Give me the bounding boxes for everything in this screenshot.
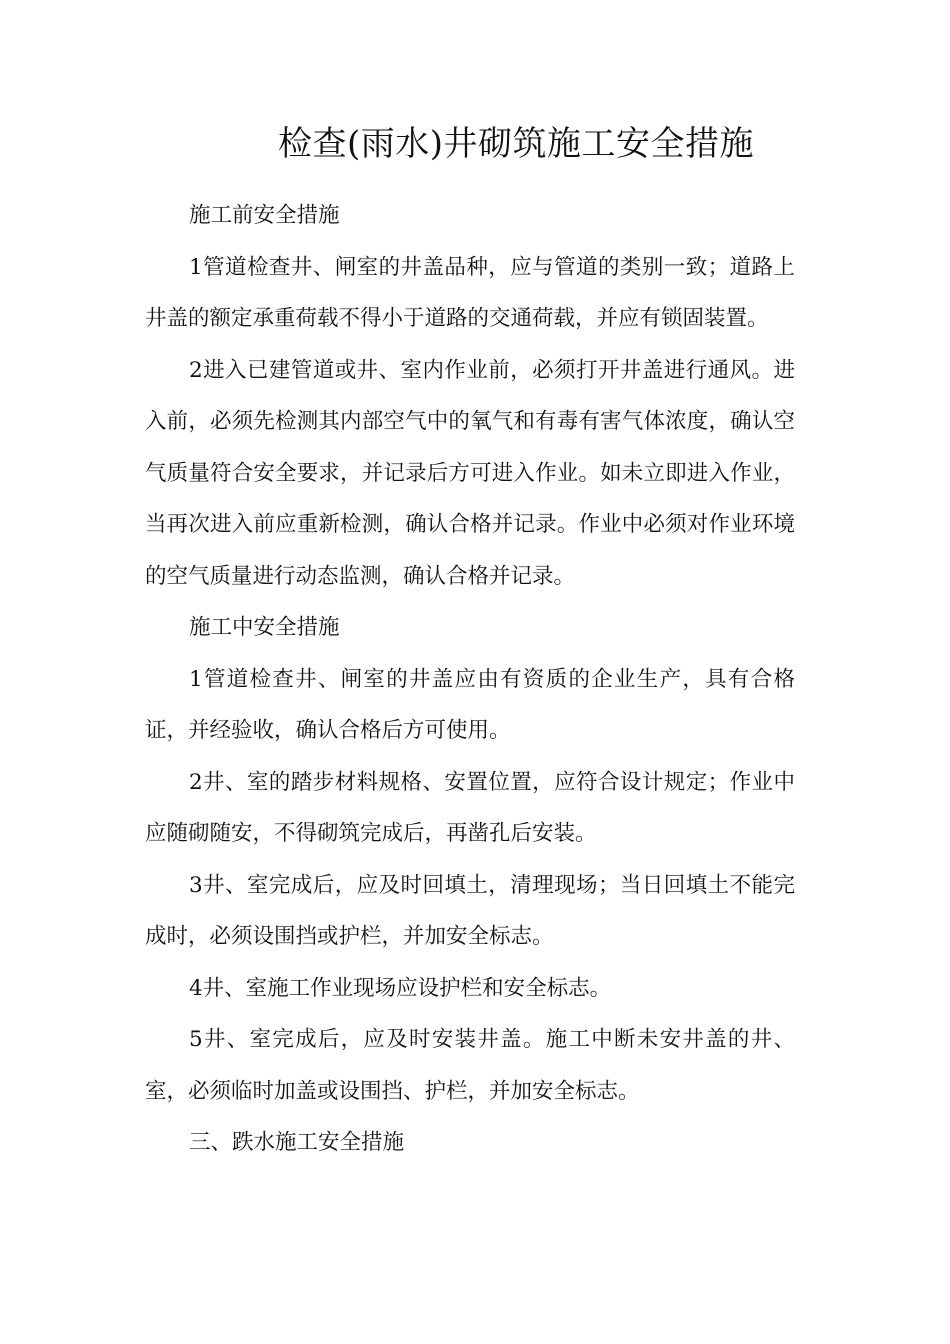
paragraph: 2进入已建管道或井、室内作业前，必须打开井盖进行通风。进入前，必须先检测其内部空气中的氧气和有毒有害气体浓度，确认空气质量符合安全要求，并记录后方可进入作业。如未立即进入作业，当再次进入前应重新检测，确认合格并记录。作业中必须对作业环境的空气质量进行动态监测，确认合格并记录。 <box>145 357 795 589</box>
paragraph: 4井、室施工作业现场应设护栏和安全标志。 <box>189 975 612 1001</box>
section-heading: 施工前安全措施 <box>189 203 340 228</box>
paragraph: 1管道检查井、闸室的井盖品种，应与管道的类别一致；道路上井盖的额定承重荷载不得小于道路的交通荷载，并应有锁固装置。 <box>145 254 795 331</box>
section-heading: 施工中安全措施 <box>189 615 340 640</box>
paragraph: 3井、室完成后，应及时回填土，清理现场；当日回填土不能完成时，必须设围挡或护栏，并加安全标志。 <box>145 872 795 949</box>
section-heading: 三、跌水施工安全措施 <box>189 1130 405 1155</box>
paragraph: 1管道检查井、闸室的井盖应由有资质的企业生产，具有合格证，并经验收，确认合格后方可使用。 <box>145 666 795 743</box>
paragraph: 5井、室完成后，应及时安装井盖。施工中断未安井盖的井、室，必须临时加盖或设围挡、护栏，并加安全标志。 <box>145 1027 795 1104</box>
paragraph: 2井、室的踏步材料规格、安置位置，应符合设计规定；作业中应随砌随安，不得砌筑完成后，再凿孔后安装。 <box>145 769 795 846</box>
document-body <box>145 190 795 1169</box>
document-title: 检查(雨水)井砌筑施工安全措施 <box>277 124 755 164</box>
